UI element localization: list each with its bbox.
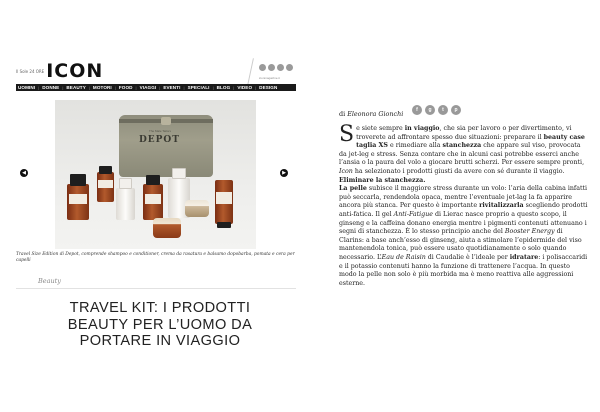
photo-caption: Travel Size Edition di Depot, comprende shampoo e conditioner, crema da rasatura e balsamo dopobarba, pomata e cera per capelli bbox=[16, 252, 295, 263]
article-title: TRAVEL KIT: I PRODOTTI BEAUTY PER L’UOMO DA PORTARE IN VIAGGIO bbox=[67, 300, 253, 349]
text-run: subisce il maggiore stress durante un volo: l’aria della cabina infatti può seccarla, rendendola opaca, mentre l’eventuale jet-lag la fa apparire ancora più stanca. Per questo è importante bbox=[339, 185, 588, 210]
gallery-next-button[interactable]: ▶ bbox=[280, 169, 288, 177]
text-run: : i polisaccaridi e il potassio contenuti hanno la funzione di trattenere l’acqua. In questo modo la pelle non solo è più morbida ma è meno reattiva alle aggressioni esterne. bbox=[339, 253, 588, 287]
nav-item-speciali[interactable]: SPECIALI bbox=[187, 85, 210, 90]
tube-label bbox=[216, 192, 232, 204]
bottle-cap bbox=[119, 178, 132, 189]
byline bbox=[339, 110, 403, 118]
nav-separator: | bbox=[62, 85, 64, 90]
text-run: Booster Energy bbox=[504, 228, 555, 236]
article-subhead: Eliminare la stanchezza. bbox=[339, 176, 426, 184]
text-run: , che sia per lavoro o per divertimento, vi troverete ad affrontare spesso due situazioni: preparare il bbox=[356, 125, 572, 141]
text-run: in viaggio bbox=[404, 125, 440, 132]
nav-separator: | bbox=[135, 85, 137, 90]
nav-item-design[interactable]: DESIGN bbox=[259, 85, 278, 90]
pinterest-icon[interactable] bbox=[277, 64, 284, 71]
text-run: di Clarins: a base anch’esso di ginseng, aiuta a stimolare l’epidermide del viso mantenendola tonica, può essere usato quotidianamente o solo quando necessario. L’ bbox=[339, 228, 582, 261]
text-run: e rimediare alla bbox=[387, 142, 443, 150]
gallery-photo[interactable] bbox=[55, 100, 256, 249]
text-run: scegliendo prodotti anti-fatica. Il gel bbox=[339, 202, 588, 218]
bottle-label bbox=[98, 180, 113, 188]
white-bottle bbox=[116, 188, 135, 220]
text-run: idratare bbox=[509, 253, 539, 261]
nav-separator: | bbox=[212, 85, 214, 90]
wax-jar bbox=[185, 200, 209, 217]
twitter-icon[interactable]: t bbox=[438, 105, 448, 115]
facebook-icon[interactable]: f bbox=[412, 105, 422, 115]
nav-separator: | bbox=[255, 85, 257, 90]
main-nav bbox=[16, 84, 296, 91]
nav-item-motori[interactable]: MOTORI bbox=[92, 85, 112, 90]
header-tagline: iconmagazine.it bbox=[259, 76, 280, 80]
nav-separator: | bbox=[159, 85, 161, 90]
text-run: beauty case taglia XS bbox=[356, 133, 585, 150]
brand-logo[interactable] bbox=[16, 60, 103, 82]
bottle-label bbox=[145, 194, 161, 204]
nav-item-eventi[interactable]: EVENTI bbox=[163, 85, 181, 90]
text-run: stanchezza bbox=[442, 142, 482, 150]
gallery-prev-button[interactable]: ◀ bbox=[20, 169, 28, 177]
google-plus-icon[interactable] bbox=[268, 64, 275, 71]
google-plus-icon[interactable]: g bbox=[425, 105, 435, 115]
text-run: ha selezionato i prodotti giusti da avere con sé durante il viaggio. bbox=[352, 167, 565, 175]
nav-item-uomini[interactable]: UOMINI bbox=[18, 85, 36, 90]
bottle-cap bbox=[146, 175, 160, 185]
nav-item-donne[interactable]: DONNE bbox=[42, 85, 60, 90]
nav-item-blog[interactable]: BLOG bbox=[216, 85, 231, 90]
article-category[interactable]: Beauty bbox=[38, 277, 61, 285]
text-run: che appare sul viso, provocata da jet-leg e stress. Senza contare che in alcuni casi potrebbe esserci anche l’ansia o la paura del volo a giocare brutti scherzi. Per essere sempre pronti, bbox=[339, 142, 585, 167]
paragraph-skin bbox=[339, 185, 589, 288]
tube-cap bbox=[217, 222, 231, 228]
facebook-icon[interactable] bbox=[259, 64, 266, 71]
text-run: La pelle bbox=[339, 185, 367, 193]
bottle-cap bbox=[99, 166, 112, 174]
nav-item-food[interactable]: FOOD bbox=[118, 85, 133, 90]
toiletry-bag bbox=[119, 115, 213, 177]
bottle-cap bbox=[172, 168, 186, 179]
text-run: rivitalizzarla bbox=[479, 202, 524, 210]
paragraph-intro bbox=[339, 122, 589, 177]
brand-publisher: Il Sole 24 ORE bbox=[16, 68, 45, 74]
nav-separator: | bbox=[183, 85, 185, 90]
text-run: di Lierac nasce proprio a questo scopo, il ginseng e la caffeina donano energia mentre i pigmenti contenuti attenuano i segni di stanchezza. È lo stesso principio anche del bbox=[339, 210, 587, 236]
text-run: Icon bbox=[339, 167, 353, 175]
bag-tagline: The Male Tailors bbox=[149, 129, 171, 133]
text-run: e siete sempre bbox=[356, 125, 405, 132]
nav-item-beauty[interactable]: BEAUTY bbox=[66, 85, 86, 90]
header-social-icons bbox=[259, 64, 293, 71]
nav-separator: | bbox=[114, 85, 116, 90]
nav-item-video[interactable]: VIDEO bbox=[237, 85, 253, 90]
pomade-jar bbox=[153, 218, 181, 238]
bag-brand-label: DEPOT bbox=[139, 135, 180, 145]
nav-separator: | bbox=[88, 85, 90, 90]
text-run: Eau de Raisin bbox=[381, 253, 426, 261]
article-body bbox=[339, 122, 589, 288]
text-run: di Caudalie è l’ideale per bbox=[425, 253, 510, 261]
drop-cap: S bbox=[339, 122, 355, 147]
text-run: Anti-Fatigue bbox=[393, 210, 433, 218]
nav-item-viaggi[interactable]: VIAGGI bbox=[139, 85, 157, 90]
author-name[interactable]: Eleonora Gionchi bbox=[347, 110, 404, 118]
nav-separator: | bbox=[233, 85, 235, 90]
header-divider bbox=[247, 58, 254, 86]
brand-name: ICON bbox=[46, 60, 104, 82]
twitter-icon[interactable] bbox=[286, 64, 293, 71]
pinterest-icon[interactable]: p bbox=[451, 105, 461, 115]
bottle-label bbox=[69, 194, 87, 204]
share-icons bbox=[412, 105, 461, 115]
category-divider bbox=[16, 288, 296, 289]
bottle-cap bbox=[70, 174, 86, 186]
bag-zipper-pull bbox=[161, 117, 171, 125]
byline-prefix: di bbox=[339, 110, 346, 118]
nav-separator: | bbox=[38, 85, 40, 90]
